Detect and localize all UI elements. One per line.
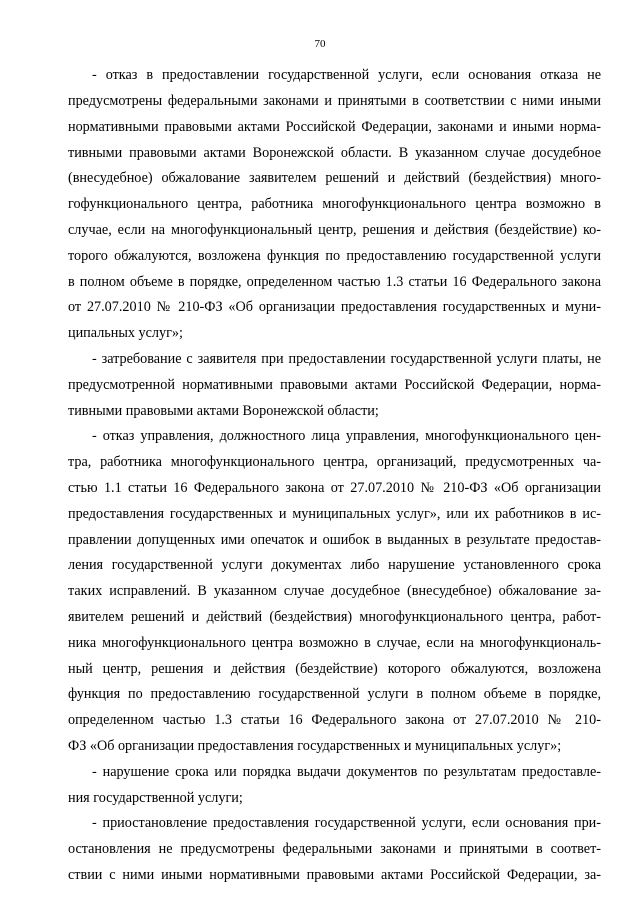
text-line: тивными правовыми актами Воронежской области. В указанном случае досудебное (68, 145, 601, 161)
text-line: - затребование с заявителя при предоставлении государственной услуги платы, не (92, 351, 601, 367)
text-line: тивными правовыми актами Воронежской области; (68, 403, 379, 419)
text-line: от 27.07.2010 № 210-ФЗ «Об организации предоставления государственных и муни- (68, 299, 601, 315)
text-line: в полном объеме в порядке, определенном частью 1.3 статьи 16 Федерального закона (68, 274, 601, 290)
page-number: 70 (314, 38, 326, 50)
text-line: ствии с ними иными нормативными правовыми актами Российской Федерации, за- (68, 867, 601, 883)
text-line: тра, работника многофункционального центра, организаций, предусмотренных ча- (68, 454, 601, 470)
text-line: нормативными правовыми актами Российской Федерации, законами и иными норма- (68, 119, 601, 135)
text-line: функция по предоставлению государственной услуги в полном объеме в порядке, (68, 686, 601, 702)
text-line: - приостановление предоставления государственной услуги, если основания при- (92, 815, 601, 831)
text-line: - отказ управления, должностного лица управления, многофункционального цен- (92, 428, 601, 444)
text-line: остановления не предусмотрены федеральными законами и принятыми в соответ- (68, 841, 601, 857)
text-line: торого обжалуются, возложена функция по предоставлению государственной услуги (68, 248, 601, 264)
text-line: правлении допущенных ими опечаток и ошибок в выданных в результате предостав- (68, 532, 601, 548)
text-line: явителем решений и действий (бездействия) многофункционального центра, работ- (68, 609, 601, 625)
text-line: предусмотренной нормативными правовыми актами Российской Федерации, норма- (68, 377, 601, 393)
text-line: случае, если на многофункциональный центр, решения и действия (бездействие) ко- (68, 222, 601, 238)
text-line: гофункционального центра, работника многофункционального центра возможно в (68, 196, 601, 212)
text-line: (внесудебное) обжалование заявителем решений и действий (бездействия) много- (68, 170, 601, 186)
text-line: - нарушение срока или порядка выдачи документов по результатам предоставле- (92, 764, 601, 780)
text-line: стью 1.1 статьи 16 Федерального закона от 27.07.2010 № 210-ФЗ «Об организации (68, 480, 601, 496)
text-line: ника многофункционального центра возможно в случае, если на многофункциональ- (68, 635, 601, 651)
text-line: - отказ в предоставлении государственной услуги, если основания отказа не (92, 67, 601, 83)
text-line: ФЗ «Об организации предоставления государственных и муниципальных услуг»; (68, 738, 562, 754)
text-line: ципальных услуг»; (68, 325, 183, 341)
text-line: определенном частью 1.3 статьи 16 Федерального закона от 27.07.2010 № 210- (68, 712, 601, 728)
text-line: таких исправлений. В указанном случае досудебное (внесудебное) обжалование за- (68, 583, 601, 599)
text-line: ный центр, решения и действия (бездействие) которого обжалуются, возложена (68, 661, 601, 677)
text-line: ления государственной услуги документах либо нарушение установленного срока (68, 557, 601, 573)
text-line: предусмотрены федеральными законами и принятыми в соответствии с ними иными (68, 93, 601, 109)
text-line: предоставления государственных и муниципальных услуг», или их работников в ис- (68, 506, 601, 522)
text-line: ния государственной услуги; (68, 790, 243, 806)
